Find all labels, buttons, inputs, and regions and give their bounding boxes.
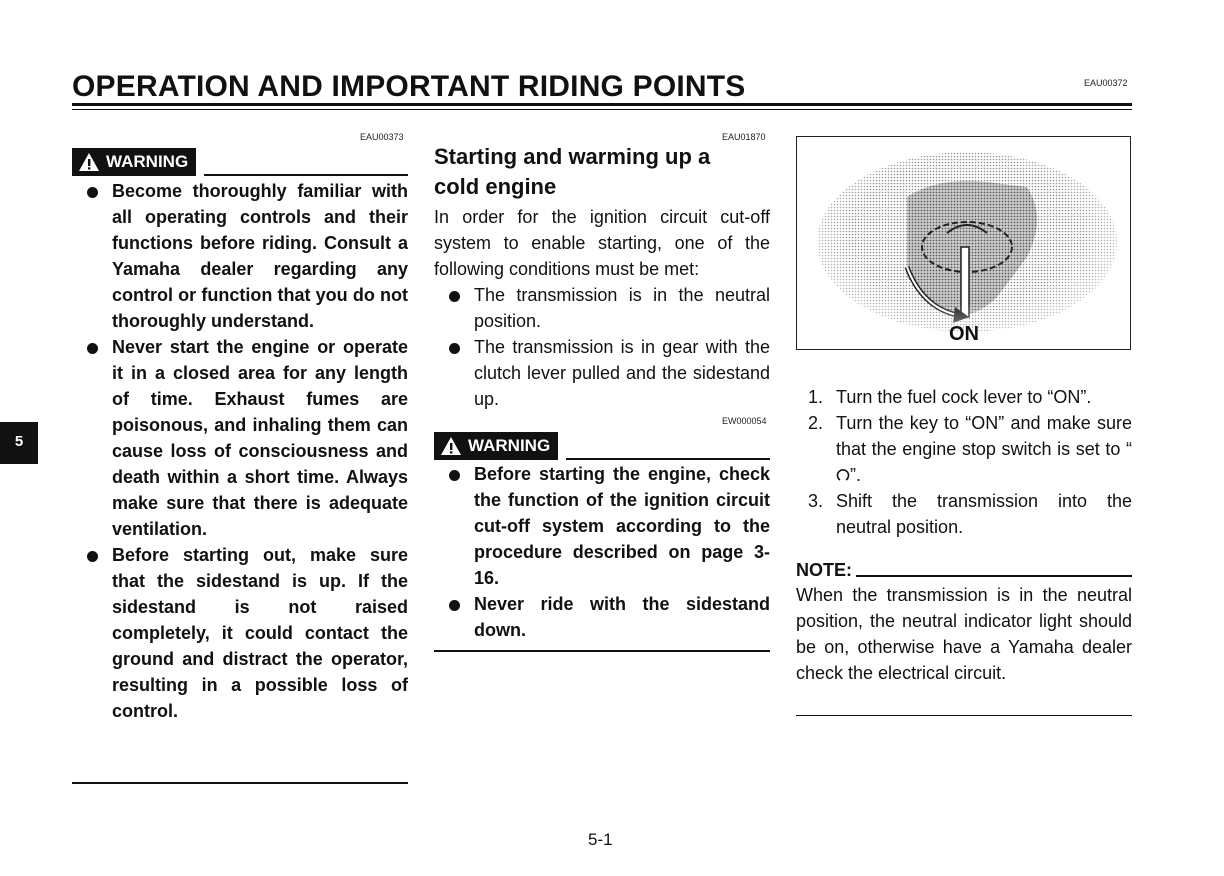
page-title: OPERATION AND IMPORTANT RIDING POINTS xyxy=(72,70,746,103)
conditions-list xyxy=(434,282,770,412)
header-rule-thin xyxy=(72,109,1132,110)
note-header: NOTE: xyxy=(796,560,1132,581)
middle-end-rule xyxy=(434,650,770,652)
chapter-tab: 5 xyxy=(0,422,38,464)
left-end-rule xyxy=(72,782,408,784)
engine-run-symbol-icon xyxy=(836,468,850,482)
bullet-icon xyxy=(87,187,98,198)
warning-label: WARNING xyxy=(468,436,551,455)
list-item: Become thoroughly familiar with all operating controls and their functions before riding. Consult a Yamaha dealer regarding any control or function that you do not thoroughly understand. xyxy=(72,178,408,334)
middle-code: EAU01870 xyxy=(722,132,766,142)
list-item: Never ride with the sidestand down. xyxy=(434,591,770,643)
list-item: Never start the engine or operate it in a closed area for any length of time. Exhaust fumes are poisonous, and inhaling them can cause loss of consciousness and death within a short time. Always make sure that there is adequate ventilation. xyxy=(72,334,408,542)
left-code: EAU00373 xyxy=(360,132,404,142)
left-warning-list xyxy=(72,178,408,724)
left-warning-header xyxy=(72,148,408,176)
step-item: 3. Shift the transmission into the neutral position. xyxy=(808,491,1132,537)
steps-list xyxy=(796,384,1132,540)
warning-triangle-icon xyxy=(440,436,462,456)
note-rule xyxy=(856,575,1132,577)
section-heading: Starting and warming up a cold engine xyxy=(434,144,711,199)
warning-label: WARNING xyxy=(106,152,189,171)
step-item: 2. Turn the key to “ON” and make sure that the engine stop switch is set to “”. xyxy=(808,413,1132,485)
warning-badge xyxy=(434,432,558,460)
fuel-cock-illustration xyxy=(797,137,1131,350)
middle-warning-list xyxy=(434,461,770,643)
warning-rule xyxy=(566,458,770,460)
bullet-icon xyxy=(449,291,460,302)
bullet-icon xyxy=(449,600,460,611)
section-code: EAU00372 xyxy=(1084,78,1128,88)
intro-paragraph: In order for the ignition circuit cut-off system to enable starting, one of the following conditions must be met: xyxy=(434,207,770,279)
bullet-icon xyxy=(449,343,460,354)
list-item: The transmission is in gear with the clutch lever pulled and the sidestand up. xyxy=(434,334,770,412)
bullet-icon xyxy=(449,470,460,481)
on-label: ON xyxy=(949,323,979,345)
step-item: 1. Turn the fuel cock lever to “ON”. xyxy=(808,387,1092,407)
bullet-icon xyxy=(87,343,98,354)
page-number: 5-1 xyxy=(588,830,613,849)
warning-rule xyxy=(204,174,408,176)
middle-warning-header xyxy=(434,432,770,460)
fuel-cock-photo xyxy=(796,136,1131,350)
header-rule xyxy=(72,103,1132,106)
warning-triangle-icon xyxy=(78,152,100,172)
list-item: Before starting the engine, check the function of the ignition circuit cut-off system according to the procedure described on page 3-16. xyxy=(434,461,770,591)
note-end-rule xyxy=(796,715,1132,716)
list-item: The transmission is in the neutral position. xyxy=(434,282,770,334)
note-text: When the transmission is in the neutral position, the neutral indicator light should be on, otherwise have a Yamaha dealer check the electrical circuit. xyxy=(796,585,1132,683)
bullet-icon xyxy=(87,551,98,562)
warning-badge xyxy=(72,148,196,176)
list-item: Before starting out, make sure that the sidestand is up. If the sidestand is not raised completely, it could contact the ground and distract the operator, resulting in a possible loss of control. xyxy=(72,542,408,724)
warning-code: EW000054 xyxy=(722,416,767,426)
